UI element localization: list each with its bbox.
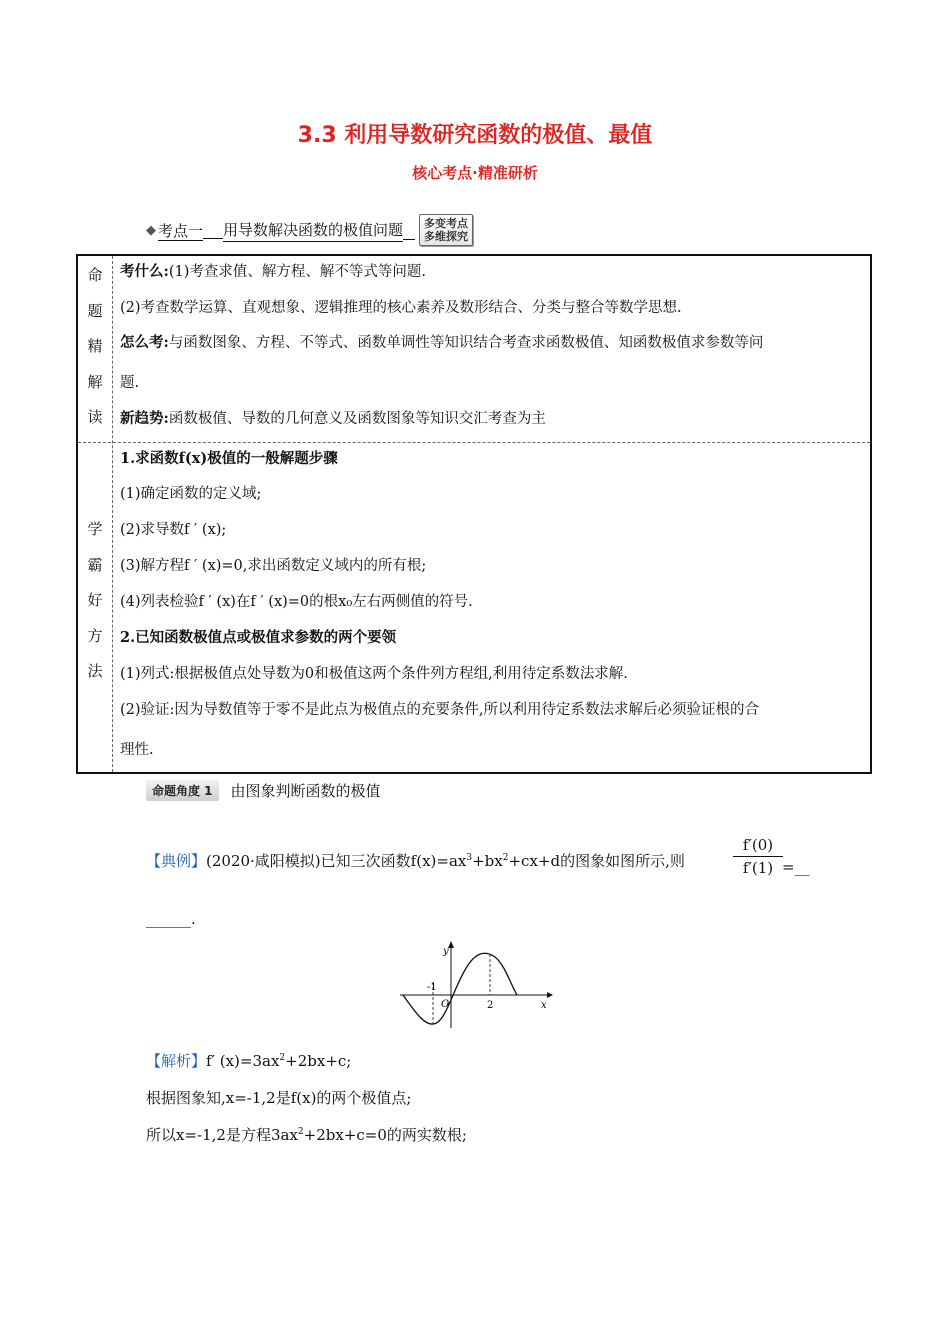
example-blank: ______. xyxy=(146,910,196,928)
method1-step2: (2)求导数f ′ (x); xyxy=(120,522,227,538)
method1-step4: (4)列表检验f ′ (x)在f ′ (x)=0的根x₀左右两侧值的符号. xyxy=(120,594,473,610)
method1-title: 1.求函数f(x)极值的一般解题步骤 xyxy=(120,450,338,467)
solution-line-2: 根据图象知,x=-1,2是f(x)的两个极值点; xyxy=(146,1089,412,1107)
example-fraction: $\frac{f'(0)}{f'(1)}$ xyxy=(733,836,783,877)
angle-heading xyxy=(146,780,381,801)
example-equals: =__ xyxy=(782,858,810,876)
method2-step3: 理性. xyxy=(120,742,154,758)
y-axis-arrow-icon xyxy=(448,941,454,948)
cubic-function-graph xyxy=(395,940,555,1030)
example-tag: 【典例】 xyxy=(146,852,207,870)
how-line-2: 题. xyxy=(120,375,140,391)
solution-line-3: 所以x=-1,2是方程$3ax^2+2bx+c=0$的两实数根; xyxy=(146,1126,467,1144)
example-line: 【典例】(2020·咸阳模拟)已知三次函数$f(x)=ax^3+bx^2+cx+d$的图象如图所示,则 xyxy=(146,852,685,870)
what-line: 考什么:(1)考查求值、解方程、解不等式等问题. xyxy=(120,263,427,280)
angle-text: 由图象判断函数的极值 xyxy=(230,782,381,800)
page-title: 3.3 利用导数研究函数的极值、最值 xyxy=(297,123,653,148)
solution-tag: 【解析】 xyxy=(146,1052,207,1070)
method2-step2: (2)验证:因为导数值等于零不是此点为极值点的充要条件,所以利用待定系数法求解后必须验证根的合 xyxy=(120,702,760,718)
method2-step1: (1)列式:根据极值点处导数为0和极值这两个条件列方程组,利用待定系数法求解. xyxy=(120,666,628,682)
kaodian-prefix: 考点一 xyxy=(158,221,204,240)
page-subtitle: 核心考点·精准研析 xyxy=(412,164,538,182)
kaodian-badge: 多变考点 多维探究 xyxy=(419,214,473,246)
curve xyxy=(403,953,517,1024)
solution-line-1: 【解析】f′ $(x)=3ax^2+2bx+c$; xyxy=(146,1052,352,1070)
x-label: x xyxy=(541,1000,547,1011)
kaodian-topic: 用导数解决函数的极值问题 xyxy=(223,219,403,242)
what-line-2: (2)考查数学运算、直观想象、逻辑推理的核心素养及数形结合、分类与整合等数学思想. xyxy=(120,300,682,316)
tick-2: 2 xyxy=(487,1000,494,1011)
tick-neg1: -1 xyxy=(427,982,437,993)
side-label-interpretation: 命 题 精 解 读 xyxy=(87,266,103,426)
side-label-methods: 学 霸 好 方 法 xyxy=(87,520,103,680)
method1-step3: (3)解方程f ′ (x)=0,求出函数定义域内的所有根; xyxy=(120,558,427,574)
method2-title: 2.已知函数极值点或极值求参数的两个要领 xyxy=(120,629,397,646)
trend-line: 新趋势:函数极值、导数的几何意义及函数图象等知识交汇考查为主 xyxy=(120,410,546,427)
summary-box xyxy=(76,254,872,774)
angle-badge: 命题角度 1 xyxy=(146,780,219,801)
diamond-icon: ◆ xyxy=(146,222,156,238)
how-line: 怎么考:与函数图象、方程、不等式、函数单调性等知识结合考查求函数极值、知函数极值求参数等问 xyxy=(120,334,764,351)
x-axis-arrow-icon xyxy=(547,992,553,998)
kaodian-heading xyxy=(146,214,473,246)
method1-step1: (1)确定函数的定义域; xyxy=(120,486,262,502)
origin-label: O xyxy=(441,999,450,1010)
y-label: y xyxy=(443,946,449,957)
